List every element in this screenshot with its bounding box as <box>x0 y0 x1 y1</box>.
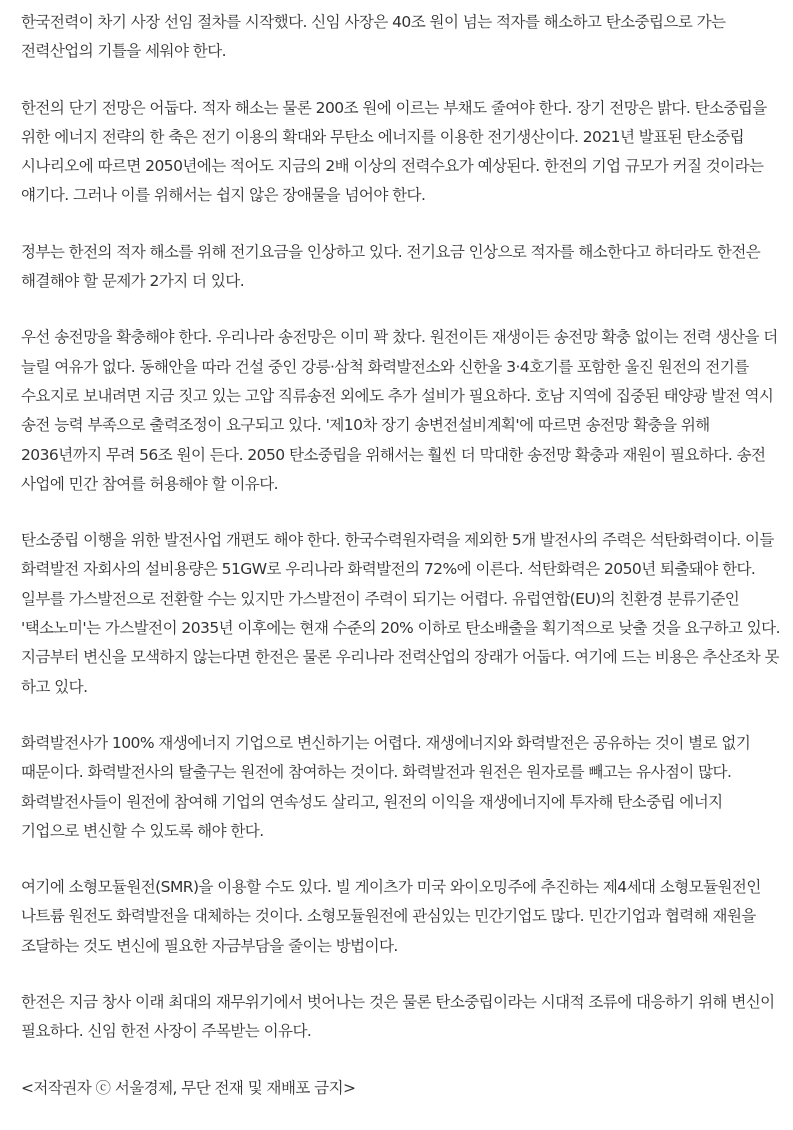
paragraph: 화력발전사가 100% 재생에너지 기업으로 변신하기는 어렵다. 재생에너지와 화력발전은 공유하는 것이 별로 없기 때문이다. 화력발전사의 탈출구는 원전에 참여하는 것이다. 화력발전과 원전은 원자로를 빼고는 유사점이 많다. 화력발전사들이 원전에 참여해 기업의 연속성도 살리고, 원전의 이익을 재생에너지에 투자해 탄소중립 에너지 기업으로 변신할 수 있도록 해야 한다. <box>21 733 751 840</box>
copyright-notice: <저작권자 ⓒ 서울경제, 무단 전재 및 재배포 금지> <box>21 1078 356 1097</box>
paragraph: 한전은 지금 창사 이래 최대의 재무위기에서 벗어나는 것은 물론 탄소중립이라는 시대적 조류에 대응하기 위해 변신이 필요하다. 신임 한전 사장이 주목받는 이유다. <box>21 993 775 1041</box>
article-body <box>21 8 781 1130</box>
paragraph: 정부는 한전의 적자 해소를 위해 전기요금을 인상하고 있다. 전기요금 인상으로 적자를 해소한다고 하더라도 한전은 해결해야 할 문제가 2가지 더 있다. <box>21 242 761 291</box>
paragraph: 한전의 단기 전망은 어둡다. 적자 해소는 물론 200조 원에 이르는 부채도 줄여야 한다. 장기 전망은 밝다. 탄소중립을 위한 에너지 전략의 한 축은 전기 이용의 확대와 무탄소 에너지를 이용한 전기생산이다. 2021년 발표된 탄소중립 시나리오에 따르면 2050년에는 적어도 지금의 2배 이상의 전력수요가 예상된다. 한전의 기업 규모가 커질 것이라는 얘기다. 그러나 이를 위해서는 쉽지 않은 장애물을 넘어야 한다. <box>21 98 767 205</box>
paragraph: 한국전력이 차기 사장 선임 절차를 시작했다. 신임 사장은 40조 원이 넘는 적자를 해소하고 탄소중립으로 가는 전력산업의 기틀을 세워야 한다. <box>21 13 726 61</box>
paragraph: 여기에 소형모듈원전(SMR)을 이용할 수도 있다. 빌 게이츠가 미국 와이오밍주에 추진하는 제4세대 소형모듈원전인 나트륨 원전도 화력발전을 대체하는 것이다. 소형모듈원전에 관심있는 민간기업도 많다. 민간기업과 협력해 재원을 조달하는 것도 변신에 필요한 자금부담을 줄이는 방법이다. <box>21 878 761 955</box>
paragraph: 탄소중립 이행을 위한 발전사업 개편도 해야 한다. 한국수력원자력을 제외한 5개 발전사의 주력은 석탄화력이다. 이들 화력발전 자회사의 설비용량은 51GW로 우리나라 화력발전의 72%에 이른다. 석탄화력은 2050년 퇴출돼야 한다. 일부를 가스발전으로 전환할 수는 있지만 가스발전이 주력이 되기는 어렵다. 유럽연합(EU)의 친환경 분류기준인 '택소노미'는 가스발전이 2035년 이후에는 현재 수준의 20% 이하로 탄소배출을 획기적으로 낮출 것을 요구하고 있다. 지금부터 변신을 모색하지 않는다면 한전은 물론 우리나라 전력산업의 장래가 어둡다. 여기에 드는 비용은 추산조차 못 하고 있다. <box>21 531 780 696</box>
paragraph: 우선 송전망을 확충해야 한다. 우리나라 송전망은 이미 꽉 찼다. 원전이든 재생이든 송전망 확충 없이는 전력 생산을 더 늘릴 여유가 없다. 동해안을 따라 건설 중인 강릉·삼척 화력발전소와 신한울 3·4호기를 포함한 울진 원전의 전기를 수요지로 보내려면 지금 짓고 있는 고압 직류송전 외에도 추가 설비가 필요하다. 호남 지역에 집중된 태양광 발전 역시 송전 능력 부족으로 출력조정이 요구되고 있다. '제10차 장기 송변전설비계획'에 따르면 송전망 확충을 위해 2036년까지 무려 56조 원이 든다. 2050 탄소중립을 위해서는 훨씬 더 막대한 송전망 확충과 재원이 필요하다. 송전 사업에 민간 참여를 허용해야 할 이유다. <box>21 328 778 493</box>
